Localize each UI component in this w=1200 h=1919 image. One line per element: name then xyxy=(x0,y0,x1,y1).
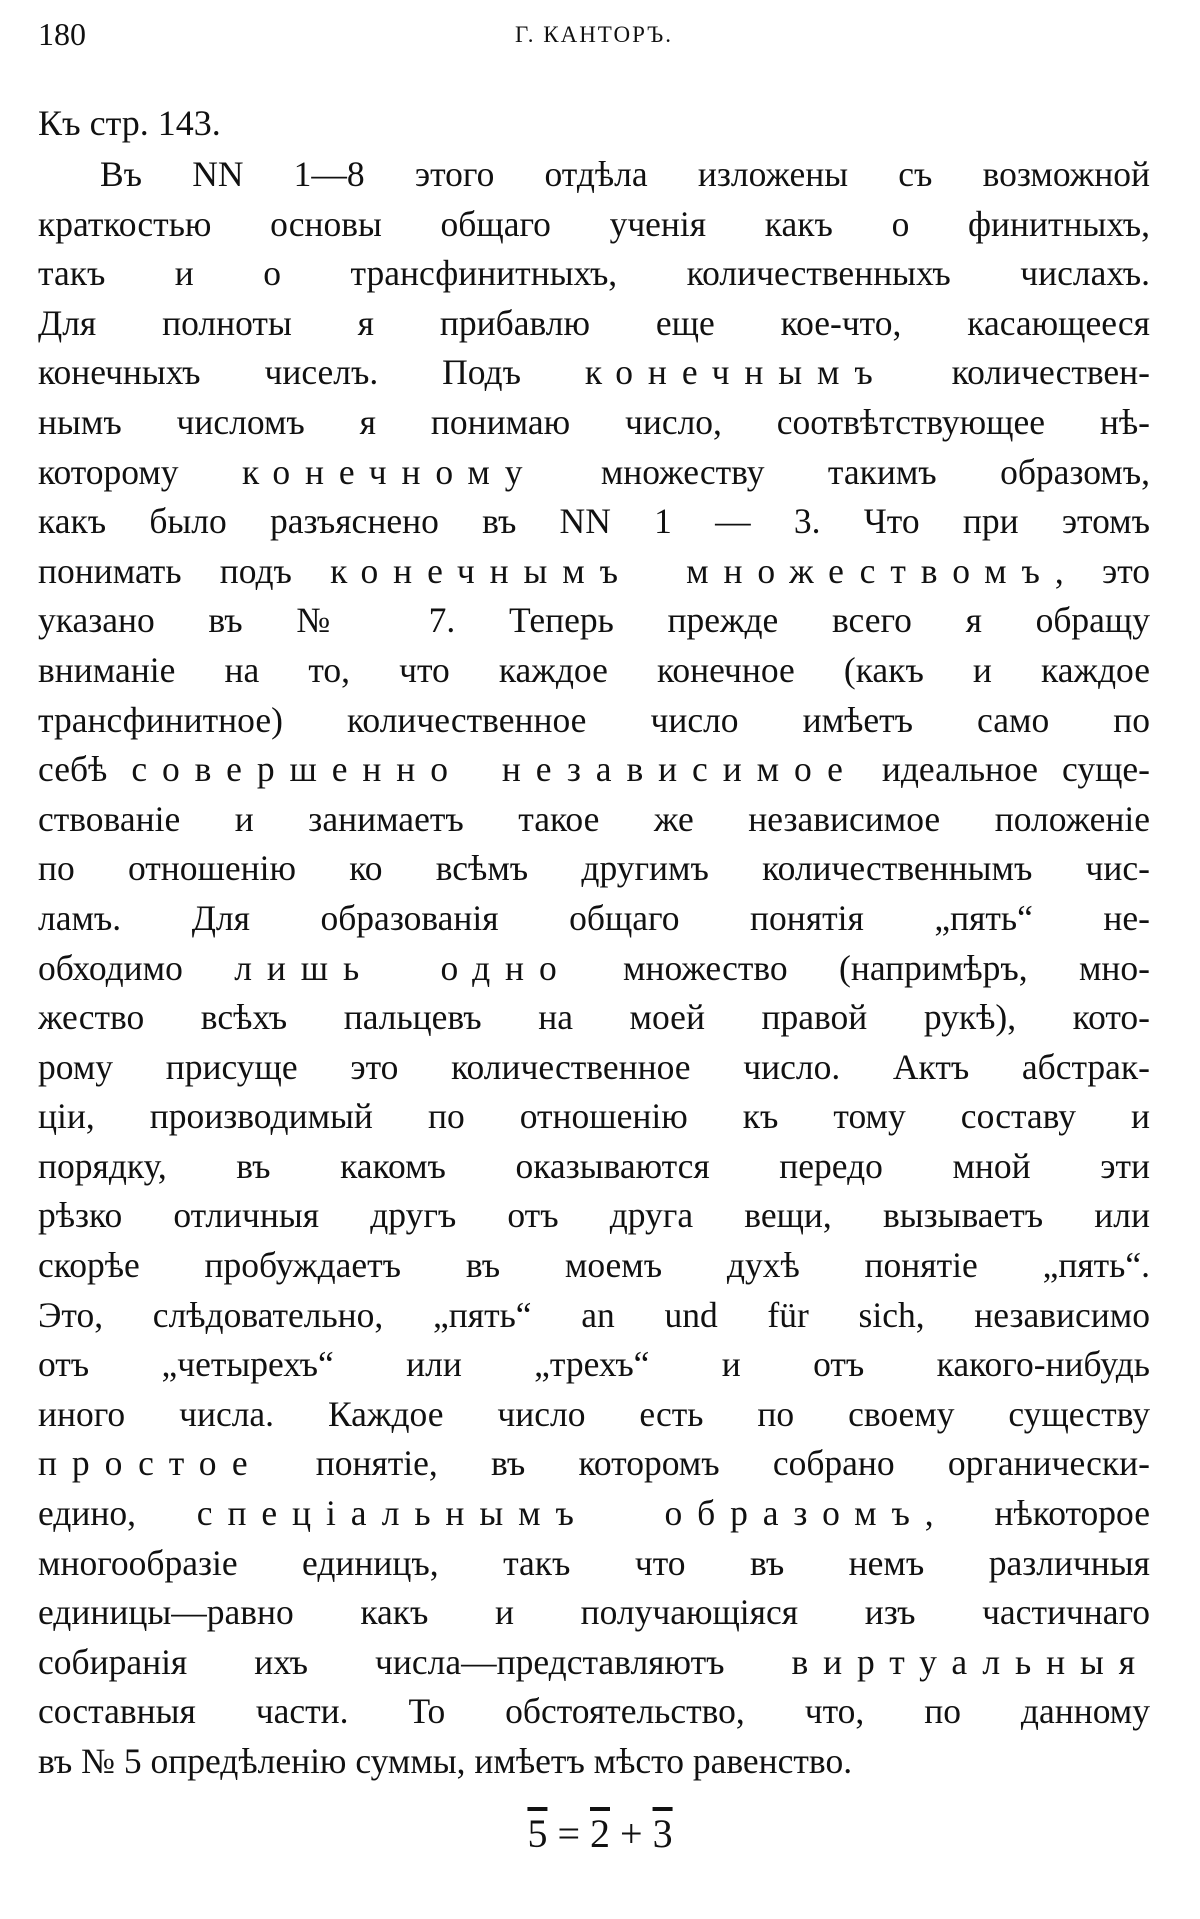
section-reference: Къ стр. 143. xyxy=(38,103,221,143)
text-segment: обходимо xyxy=(38,947,235,988)
text-line xyxy=(38,745,1150,795)
text-segment: количествен- xyxy=(887,352,1150,393)
text-line xyxy=(38,547,1150,597)
formula xyxy=(0,1810,1200,1857)
text-segment: ламъ. Для образованія общаго понятія „пять“ не- xyxy=(38,897,1150,938)
text-segment: нымъ числомъ я понимаю число, соотвѣтствующее нѣ- xyxy=(38,401,1150,442)
text-line xyxy=(38,894,1150,944)
text-segment: множество (напримѣръ, мно- xyxy=(571,947,1150,988)
page-number: 180 xyxy=(38,16,86,52)
text-line xyxy=(38,150,1150,200)
text-line xyxy=(38,646,1150,696)
emphasized-text: совершенно независимое xyxy=(131,749,858,790)
text-segment: ствованіе и занимаетъ такое же независимое положеніе xyxy=(38,798,1150,839)
text-segment: понимать подъ xyxy=(38,550,331,591)
text-line xyxy=(38,844,1150,894)
running-head: Г. КАНТОРЪ. xyxy=(515,22,673,47)
text-segment: такъ и о трансфинитныхъ, количественныхъ числахъ. xyxy=(38,253,1150,294)
page-header xyxy=(38,16,1150,60)
text-line xyxy=(38,348,1150,398)
emphasized-text: простое xyxy=(38,1443,263,1484)
text-segment: множеству такимъ образомъ, xyxy=(537,451,1150,492)
text-segment: иного числа. Каждое число есть по своему существу xyxy=(38,1393,1150,1434)
text-line xyxy=(38,1092,1150,1142)
formula-term: 2 xyxy=(590,1811,610,1856)
body-text xyxy=(38,150,1150,1787)
text-line xyxy=(38,944,1150,994)
emphasized-text: спеціальнымъ образомъ xyxy=(196,1493,925,1534)
text-line xyxy=(38,1142,1150,1192)
text-line xyxy=(38,1489,1150,1539)
text-segment: Для полноты я прибавлю еще кое-что, касающееся xyxy=(38,302,1150,343)
emphasized-text: конечному xyxy=(242,451,538,492)
text-segment: рому присуще это количественное число. Актъ абстрак- xyxy=(38,1046,1150,1087)
emphasized-text: виртуальныя xyxy=(791,1641,1150,1682)
text-line xyxy=(38,1241,1150,1291)
text-line xyxy=(38,1340,1150,1390)
text-segment: едино, xyxy=(38,1493,197,1534)
text-line xyxy=(38,448,1150,498)
text-segment: въ № 5 опредѣленію суммы, имѣетъ мѣсто равенство. xyxy=(38,1741,853,1781)
text-line xyxy=(38,1191,1150,1241)
text-segment: Это, слѣдовательно, „пять“ an und für sich, независимо xyxy=(38,1294,1150,1335)
text-segment: порядку, въ какомъ оказываются передо мной эти xyxy=(38,1145,1150,1186)
text-segment: рѣзко отличныя другъ отъ друга вещи, вызываетъ или xyxy=(38,1195,1150,1236)
text-line xyxy=(38,1638,1150,1688)
text-segment: какъ было разъяснено въ NN 1 — 3. Что при этомъ xyxy=(38,501,1150,542)
text-segment: , нѣкоторое xyxy=(924,1493,1150,1534)
text-segment: краткостью основы общаго ученія какъ о финитныхъ, xyxy=(38,203,1150,244)
text-line xyxy=(38,299,1150,349)
text-segment: которому xyxy=(38,451,242,492)
formula-plus: + xyxy=(620,1811,643,1856)
formula-equals: = xyxy=(557,1811,580,1856)
text-segment: скорѣе пробуждаетъ въ моемъ духѣ понятіе „пять“. xyxy=(38,1245,1150,1286)
text-line xyxy=(38,596,1150,646)
text-segment: вниманіе на то, что каждое конечное (какъ и каждое xyxy=(38,649,1150,690)
text-line xyxy=(38,1043,1150,1093)
text-segment: понятіе, въ которомъ собрано органически- xyxy=(262,1443,1150,1484)
text-segment: конечныхъ чиселъ. Подъ xyxy=(38,352,585,393)
text-segment: идеальное суще- xyxy=(857,749,1150,790)
text-line xyxy=(38,696,1150,746)
text-line xyxy=(38,993,1150,1043)
text-line xyxy=(38,1439,1150,1489)
text-line xyxy=(38,1737,1150,1787)
text-segment: по отношенію ко всѣмъ другимъ количественнымъ чис- xyxy=(38,848,1150,889)
text-segment: , это xyxy=(1054,550,1150,591)
text-segment: отъ „четырехъ“ или „трехъ“ и отъ какого-нибудь xyxy=(38,1344,1150,1385)
text-line xyxy=(38,398,1150,448)
text-segment: собиранія ихъ числа—представляютъ xyxy=(38,1641,792,1682)
text-segment: единицы—равно какъ и получающіяся изъ частичнаго xyxy=(38,1592,1150,1633)
text-line xyxy=(38,249,1150,299)
formula-term: 3 xyxy=(652,1811,673,1856)
text-segment: себѣ xyxy=(38,749,132,790)
formula-term: 5 xyxy=(527,1811,548,1856)
text-line xyxy=(38,1390,1150,1440)
text-segment: многообразіе единицъ, такъ что въ немъ различныя xyxy=(38,1542,1150,1583)
text-segment: указано въ № 7. Теперь прежде всего я обращу xyxy=(38,600,1150,641)
emphasized-text: конечнымъ множествомъ xyxy=(330,550,1055,591)
text-segment: жество всѣхъ пальцевъ на моей правой рукѣ), кото- xyxy=(38,997,1150,1038)
text-segment: Въ NN 1—8 этого отдѣла изложены съ возможной xyxy=(100,154,1150,194)
emphasized-text: лишь одно xyxy=(234,947,572,988)
text-segment: составныя части. То обстоятельство, что, по данному xyxy=(38,1691,1150,1732)
text-segment: трансфинитное) количественное число имѣетъ само по xyxy=(38,699,1150,740)
text-line xyxy=(38,1539,1150,1589)
text-segment: ціи, производимый по отношенію къ тому составу и xyxy=(38,1096,1150,1137)
text-line xyxy=(38,1588,1150,1638)
text-line xyxy=(38,795,1150,845)
text-line xyxy=(38,1291,1150,1341)
text-line xyxy=(38,200,1150,250)
text-line xyxy=(38,1687,1150,1737)
emphasized-text: конечнымъ xyxy=(584,352,888,393)
text-line xyxy=(38,497,1150,547)
